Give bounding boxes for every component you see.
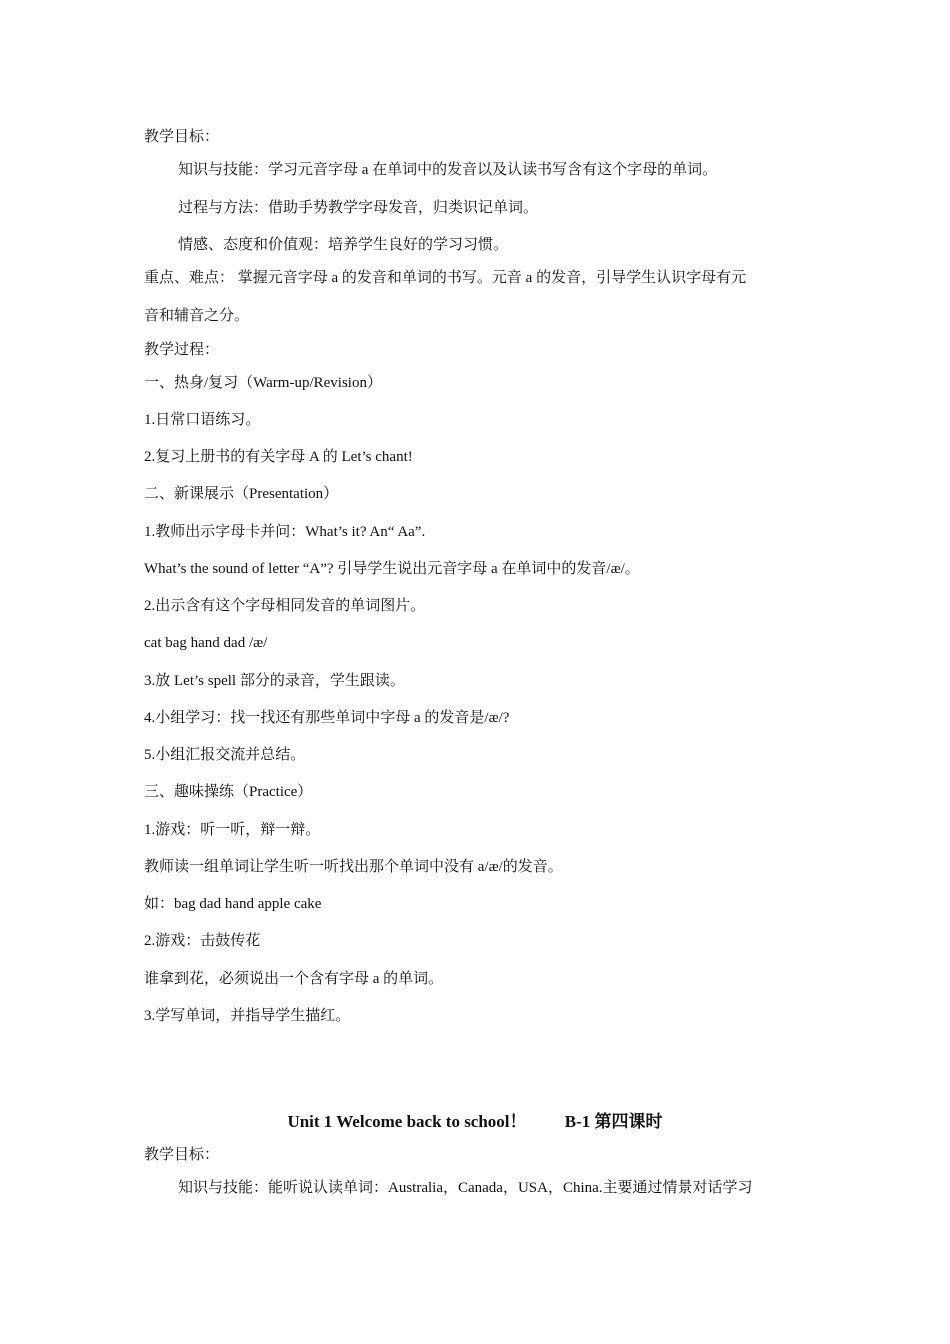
text-line: 2.复习上册书的有关字母 A 的 Let’s chant! (144, 449, 413, 465)
text-line: What’s the sound of letter “A”? 引导学生说出元音字母 a 在单词中的发音/æ/。 (144, 561, 640, 577)
lesson-title: Unit 1 Welcome back to school！ B-1 第四课时 (287, 1112, 663, 1131)
text-line: 4.小组学习：找一找还有那些单词中字母 a 的发音是/æ/? (144, 710, 510, 726)
text-line: 谁拿到花，必须说出一个含有字母 a 的单词。 (144, 971, 444, 987)
step-heading: 二、新课展示（Presentation） (144, 486, 339, 502)
text-line: 1.游戏：听一听，辩一辩。 (144, 822, 321, 838)
step-heading: 一、热身/复习（Warm-up/Revision） (144, 375, 382, 391)
key-points: 重点、难点： 掌握元音字母 a 的发音和单词的书写。元音 a 的发音，引导学生认识字母有元 (144, 270, 747, 286)
text-line: cat bag hand dad /æ/ (144, 635, 268, 651)
step-heading: 三、趣味操练（Practice） (144, 784, 313, 800)
goal-knowledge: 知识与技能：学习元音字母 a 在单词中的发音以及认读书写含有这个字母的单词。 (178, 162, 718, 178)
text-line: 5.小组汇报交流并总结。 (144, 747, 306, 763)
text-line: 教师读一组单词让学生听一听找出那个单词中没有 a/æ/的发音。 (144, 859, 563, 875)
text-line: 3.放 Let’s spell 部分的录音，学生跟读。 (144, 673, 405, 689)
goal-knowledge: 知识与技能：能听说认读单词：Australia，Canada，USA，China.主要通过情景对话学习 (178, 1180, 753, 1196)
goal-process: 过程与方法：借助手势教学字母发音，归类识记单词。 (178, 200, 539, 216)
process-heading: 教学过程： (144, 342, 220, 358)
text-line: 2.游戏：击鼓传花 (144, 933, 261, 949)
section-heading: 教学目标： (144, 129, 220, 145)
text-line: 2.出示含有这个字母相同发音的单词图片。 (144, 598, 426, 614)
text-line: 3.学写单词，并指导学生描红。 (144, 1008, 351, 1024)
text-line: 1.教师出示字母卡并问：What’s it? An“ Aa”. (144, 524, 426, 540)
text-line: 如：bag dad hand apple cake (144, 896, 322, 912)
goal-attitude: 情感、态度和价值观：培养学生良好的学习习惯。 (178, 237, 509, 253)
text-line: 1.日常口语练习。 (144, 412, 261, 428)
key-points-cont: 音和辅音之分。 (144, 308, 250, 324)
section-heading: 教学目标： (144, 1147, 220, 1163)
